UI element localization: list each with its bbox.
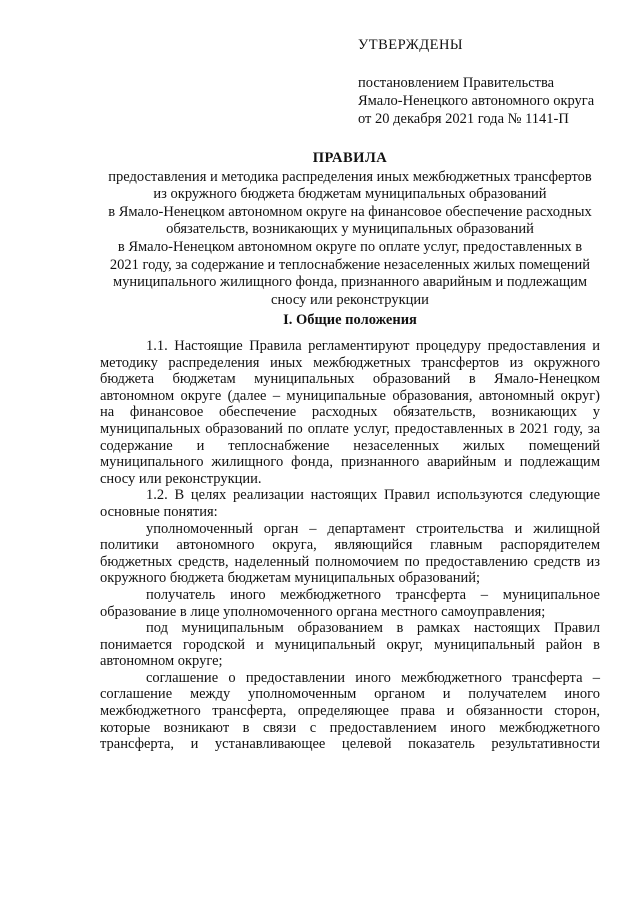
body-line: бюджета бюджетам муниципальных образований в Ямало-Ненецком xyxy=(100,371,600,388)
approval-line: Ямало-Ненецкого автономного округа xyxy=(358,93,595,109)
body-line: муниципального жилищного фонда, признанного аварийным и подлежащим xyxy=(100,454,600,471)
document-subtitle-line: в Ямало-Ненецком автономном округе на финансовое обеспечение расходных xyxy=(108,203,592,220)
document-title-block xyxy=(100,150,600,309)
document-subtitle-line: в Ямало-Ненецком автономном округе по оплате услуг, предоставленных в xyxy=(117,238,583,255)
approval-line: постановлением Правительства xyxy=(358,75,555,91)
body-text xyxy=(100,338,600,753)
body-line: 1.1. Настоящие Правила регламентируют процедуру предоставления и xyxy=(146,338,600,354)
body-line: получатель иного межбюджетного трансферта – муниципальное xyxy=(146,586,600,603)
body-line: соглашение между уполномоченным органом и получателем иного xyxy=(100,686,600,703)
document-subtitle-line: предоставления и методика распределения иных межбюджетных трансфертов xyxy=(108,168,592,185)
body-line: 1.2. В целях реализации настоящих Правил используются следующие xyxy=(146,487,600,504)
document-subtitle-line: муниципального жилищного фонда, признанного аварийным и подлежащим xyxy=(112,274,588,291)
body-line: содержание и теплоснабжение незаселенных жилых помещений xyxy=(100,437,600,454)
body-line: уполномоченный орган – департамент строительства и жилищной xyxy=(146,520,600,537)
body-line: методику распределения иных межбюджетных трансфертов из окружного xyxy=(100,354,600,371)
document-subtitle-line: обязательств, возникающих у муниципальных образований xyxy=(166,221,534,238)
body-line: трансферта, и устанавливающее целевой показатель результативности xyxy=(100,736,600,753)
body-line: понимается городской и муниципальный округ, муниципальный район в xyxy=(100,636,600,653)
document-subtitle-line: 2021 году, за содержание и теплоснабжение незаселенных жилых помещений xyxy=(109,256,591,273)
body-line: основные понятия: xyxy=(100,503,218,520)
body-line: под муниципальным образованием в рамках настоящих Правил xyxy=(146,620,600,637)
body-line: межбюджетного трансферта, определяющее права и обязанности сторон, xyxy=(100,703,600,720)
document-subtitle-line: из окружного бюджета бюджетам муниципальных образований xyxy=(153,186,547,203)
approval-line: от 20 декабря 2021 года № 1141-П xyxy=(358,111,569,127)
body-line: муниципальных образований по оплате услуг, предоставленных в 2021 году, за xyxy=(100,420,600,437)
body-line: которые возникают в связи с предоставлением иного межбюджетного xyxy=(100,719,600,736)
document-title: ПРАВИЛА xyxy=(312,150,388,166)
approval-block xyxy=(358,36,628,128)
body-line: автономном округе (далее – муниципальные образования, автономный округ) xyxy=(100,387,600,404)
body-line: образование в лице уполномоченного органа местного самоуправления; xyxy=(100,603,546,620)
body-line: сносу или реконструкции. xyxy=(100,470,262,487)
body-line: окружного бюджета бюджетам муниципальных образований; xyxy=(100,570,481,587)
document-subtitle-line: сносу или реконструкции xyxy=(271,291,429,308)
body-line: автономном округе; xyxy=(100,653,223,670)
body-line: политики автономного округа, являющийся главным распорядителем xyxy=(100,537,600,554)
section-heading: I. Общие положения xyxy=(283,312,417,328)
approval-heading: УТВЕРЖДЕНЫ xyxy=(358,37,464,53)
body-line: бюджетных средств, наделенный полномочием по предоставлению средств из xyxy=(100,553,600,570)
body-line: соглашение о предоставлении иного межбюджетного трансферта – xyxy=(146,669,600,686)
body-line: на финансовое обеспечение расходных обязательств, возникающих у xyxy=(100,404,600,421)
